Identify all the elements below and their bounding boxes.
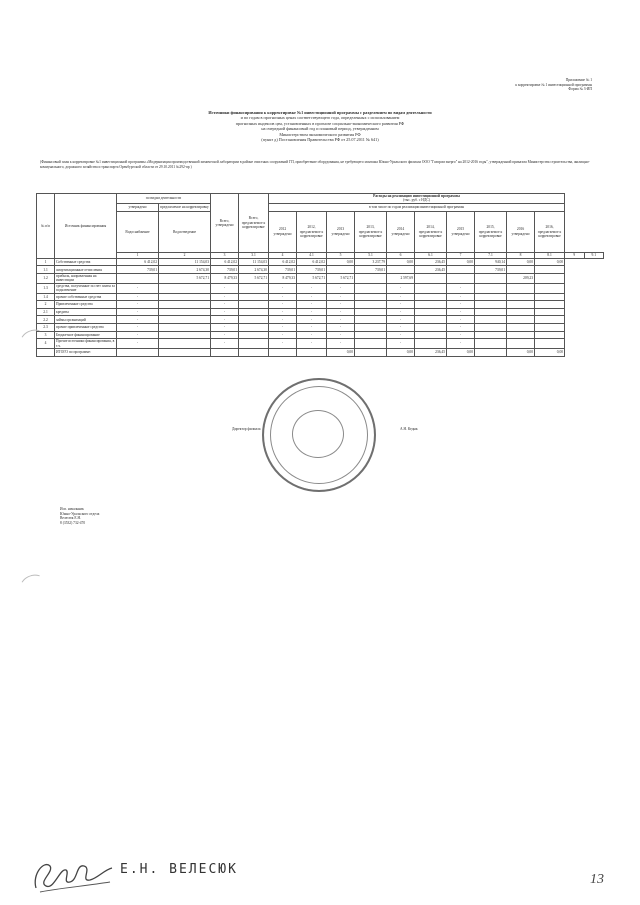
table-cell bbox=[117, 274, 159, 284]
table-cell bbox=[159, 339, 211, 349]
intro-paragraph: (Финансовый план к корректировке №1 инвестиционной программы «Модернизация производственной химической лаборатории в районе очистных сооружений ГП, приобретение оборудования, не требующего монтажа Южно-Уральского филиала ООО "Газпром энерго" на 2012-2016 годы", утвержденной приказом Министерства строительства, жилищно-коммунального, дорожного хозяйства и транспорта Оренбургской области от 29.10.2011 №292-пр ) bbox=[40, 160, 590, 169]
table-cell: - bbox=[117, 316, 159, 324]
table-cell: - bbox=[117, 283, 159, 293]
table-cell: - bbox=[387, 339, 415, 349]
row-number: 2.2 bbox=[37, 316, 55, 324]
financing-grid bbox=[36, 193, 604, 357]
table-row bbox=[37, 308, 604, 316]
table-cell bbox=[415, 283, 447, 293]
table-cell bbox=[475, 274, 507, 284]
table-cell bbox=[355, 349, 387, 357]
header-total-proposed: Всего, предлагаемое к корректировке bbox=[239, 194, 269, 253]
table-cell: 8 479,33 bbox=[211, 274, 239, 284]
header-total-approved: Всего, утверждено bbox=[211, 194, 239, 253]
column-number: 4 bbox=[269, 252, 297, 258]
table-cell: 0,00 bbox=[507, 349, 535, 357]
table-body bbox=[37, 258, 604, 356]
table-cell bbox=[159, 301, 211, 309]
table-cell: 739,01 bbox=[355, 266, 387, 274]
table-cell bbox=[297, 349, 327, 357]
row-number: 3 bbox=[37, 331, 55, 339]
column-number: 6.1 bbox=[415, 252, 447, 258]
table-cell bbox=[327, 266, 355, 274]
table-cell bbox=[159, 283, 211, 293]
table-cell: - bbox=[117, 308, 159, 316]
footer-signatory-name: Е.Н. ВЕЛЕСЮК bbox=[120, 862, 238, 877]
table-cell: 8 479,33 bbox=[269, 274, 297, 284]
table-cell: 0,00 bbox=[387, 258, 415, 266]
table-cell: - bbox=[447, 293, 475, 301]
table-cell: 11 154,03 bbox=[239, 258, 269, 266]
table-cell: 739,01 bbox=[475, 266, 507, 274]
row-number bbox=[37, 349, 55, 357]
table-cell bbox=[475, 324, 507, 332]
row-source-name: Прочие источники финансирования, в т.ч. bbox=[55, 339, 117, 349]
table-cell: - bbox=[327, 283, 355, 293]
row-number: 1.4 bbox=[37, 293, 55, 301]
table-cell bbox=[415, 316, 447, 324]
table-cell: 5 672,71 bbox=[239, 274, 269, 284]
table-cell bbox=[239, 301, 269, 309]
header-2016-approved: 2016 утверждено bbox=[507, 211, 535, 252]
table-cell: 236,45 bbox=[415, 349, 447, 357]
table-cell: 3 237,79 bbox=[355, 258, 387, 266]
table-cell bbox=[159, 331, 211, 339]
table-cell bbox=[159, 308, 211, 316]
table-cell: - bbox=[447, 324, 475, 332]
table-row bbox=[37, 293, 604, 301]
table-cell bbox=[507, 316, 535, 324]
header-years: в том числе по годам реализации инвестиционной программы bbox=[269, 203, 565, 211]
table-cell bbox=[535, 283, 565, 293]
table-cell: - bbox=[387, 293, 415, 301]
row-number: 4 bbox=[37, 339, 55, 349]
table-cell bbox=[355, 308, 387, 316]
table-cell bbox=[355, 283, 387, 293]
table-cell bbox=[475, 301, 507, 309]
header-2012-proposed: 2012, предлагаемое к корректировке bbox=[297, 211, 327, 252]
table-cell: - bbox=[447, 331, 475, 339]
table-cell: 0,00 bbox=[535, 258, 565, 266]
table-cell bbox=[475, 293, 507, 301]
table-cell bbox=[475, 316, 507, 324]
table-cell: - bbox=[269, 316, 297, 324]
executor-line-2: Южно-Уральского отдела bbox=[60, 511, 100, 516]
table-cell: - bbox=[297, 324, 327, 332]
table-cell bbox=[507, 266, 535, 274]
table-cell bbox=[415, 293, 447, 301]
table-cell: 0,00 bbox=[535, 349, 565, 357]
table-cell bbox=[415, 301, 447, 309]
title-line-1: Источники финансирования к корректировке №1 инвестиционной программы с разделением по видам деятельности bbox=[208, 110, 432, 115]
row-source-name: займы организаций bbox=[55, 316, 117, 324]
table-cell bbox=[415, 339, 447, 349]
table-cell: 0,00 bbox=[507, 258, 535, 266]
table-cell: 236,45 bbox=[415, 266, 447, 274]
table-cell bbox=[475, 331, 507, 339]
header-2014-proposed: 2014, предлагаемое к корректировке bbox=[415, 211, 447, 252]
column-number: 3.1 bbox=[239, 252, 269, 258]
table-cell bbox=[447, 274, 475, 284]
table-cell: - bbox=[327, 331, 355, 339]
row-number: 1.1 bbox=[37, 266, 55, 274]
table-cell bbox=[507, 293, 535, 301]
table-cell: - bbox=[297, 283, 327, 293]
table-cell: - bbox=[269, 308, 297, 316]
executor-line-1: Исп. начальник bbox=[60, 507, 84, 511]
table-cell bbox=[535, 308, 565, 316]
table-row bbox=[37, 301, 604, 309]
header-2016-proposed: 2016, предлагаемое к корректировке bbox=[535, 211, 565, 252]
table-cell: 0,00 bbox=[327, 349, 355, 357]
table-cell: - bbox=[297, 293, 327, 301]
table-cell: - bbox=[447, 308, 475, 316]
table-cell bbox=[355, 274, 387, 284]
table-cell: - bbox=[327, 324, 355, 332]
table-cell bbox=[239, 308, 269, 316]
column-number: 9 bbox=[565, 252, 584, 258]
form-number: Форма № 3-ИП bbox=[568, 87, 592, 92]
table-cell: - bbox=[297, 339, 327, 349]
table-cell: 5 672,71 bbox=[297, 274, 327, 284]
table-cell: 11 154,03 bbox=[159, 258, 211, 266]
table-cell: - bbox=[327, 316, 355, 324]
title-line-6: (пункт д) Постановления Правительства РФ от 25.07.2011 № 641) bbox=[261, 137, 379, 143]
row-number: 1.3 bbox=[37, 283, 55, 293]
table-cell: 0,00 bbox=[447, 258, 475, 266]
table-cell bbox=[535, 324, 565, 332]
row-source-name: прочие собственные средства bbox=[55, 293, 117, 301]
table-cell bbox=[535, 331, 565, 339]
table-cell: - bbox=[387, 316, 415, 324]
table-cell: 739,01 bbox=[117, 266, 159, 274]
table-cell: 5 672,71 bbox=[327, 274, 355, 284]
title-line-5: Министерством экономического развития РФ bbox=[279, 131, 361, 137]
column-number: 2 bbox=[159, 252, 211, 258]
table-cell bbox=[475, 308, 507, 316]
stamp-center bbox=[292, 410, 344, 458]
table-cell bbox=[535, 293, 565, 301]
table-cell bbox=[117, 349, 159, 357]
row-number: 2 bbox=[37, 301, 55, 309]
row-source-name: Собственные средства bbox=[55, 258, 117, 266]
table-row bbox=[37, 349, 604, 357]
table-cell: - bbox=[327, 293, 355, 301]
table-cell bbox=[239, 324, 269, 332]
header-water-supply: Водоснабжение bbox=[117, 211, 159, 252]
table-cell: - bbox=[117, 324, 159, 332]
row-number: 2.1 bbox=[37, 308, 55, 316]
table-cell bbox=[507, 339, 535, 349]
table-cell: - bbox=[211, 331, 239, 339]
appendix-number: Приложение № 1 bbox=[565, 78, 592, 82]
table-cell bbox=[535, 301, 565, 309]
header-2014-approved: 2014 утверждено bbox=[387, 211, 415, 252]
table-cell: - bbox=[211, 316, 239, 324]
table-cell bbox=[415, 274, 447, 284]
table-cell: - bbox=[269, 293, 297, 301]
table-cell bbox=[475, 339, 507, 349]
table-cell: 0,00 bbox=[387, 349, 415, 357]
row-source-name: ИТОГО по программе: bbox=[55, 349, 117, 357]
header-by-activity: по видам деятельности bbox=[117, 194, 211, 204]
table-cell: - bbox=[269, 301, 297, 309]
table-cell: 739,01 bbox=[297, 266, 327, 274]
table-cell: 2 674,30 bbox=[159, 266, 211, 274]
table-cell: - bbox=[117, 339, 159, 349]
table-cell bbox=[355, 293, 387, 301]
table-cell bbox=[355, 301, 387, 309]
handwritten-signature bbox=[30, 852, 116, 901]
table-cell bbox=[159, 316, 211, 324]
table-cell: - bbox=[447, 301, 475, 309]
header-2013-approved: 2013 утверждено bbox=[327, 211, 355, 252]
column-number: 1 bbox=[117, 252, 159, 258]
table-cell: 2 597,69 bbox=[387, 274, 415, 284]
table-cell: 6 412,02 bbox=[269, 258, 297, 266]
table-cell: 739,01 bbox=[269, 266, 297, 274]
table-cell: - bbox=[117, 293, 159, 301]
table-cell: - bbox=[387, 283, 415, 293]
page-number: 13 bbox=[590, 872, 604, 887]
header-2013-proposed: 2013, предлагаемое к корректировке bbox=[355, 211, 387, 252]
header-2015-approved: 2015 утверждено bbox=[447, 211, 475, 252]
row-source-name: Привлеченные средства bbox=[55, 301, 117, 309]
table-cell: 739,01 bbox=[211, 266, 239, 274]
table-cell: 5 672,71 bbox=[159, 274, 211, 284]
table-cell bbox=[159, 293, 211, 301]
table-row bbox=[37, 274, 604, 284]
header-expenses-title: Расходы на реализацию инвестиционной программы bbox=[373, 194, 460, 198]
table-cell: - bbox=[269, 283, 297, 293]
column-number: 6 bbox=[387, 252, 415, 258]
header-approved: утверждено bbox=[117, 203, 159, 211]
header-expenses bbox=[269, 194, 565, 204]
table-cell: - bbox=[211, 283, 239, 293]
table-cell bbox=[159, 324, 211, 332]
table-row bbox=[37, 339, 604, 349]
table-row bbox=[37, 266, 604, 274]
table-cell: - bbox=[447, 283, 475, 293]
table-row bbox=[37, 331, 604, 339]
table-cell bbox=[269, 349, 297, 357]
table-cell: - bbox=[327, 301, 355, 309]
table-cell bbox=[535, 339, 565, 349]
table-cell bbox=[447, 266, 475, 274]
table-cell bbox=[239, 283, 269, 293]
column-number: 5.1 bbox=[355, 252, 387, 258]
header-water-disposal: Водоотведение bbox=[159, 211, 211, 252]
table-cell: - bbox=[117, 331, 159, 339]
row-source-name: средства, полученные за счет платы за подключение bbox=[56, 283, 115, 293]
table-cell: - bbox=[327, 339, 355, 349]
table-cell: - bbox=[269, 324, 297, 332]
director-name: А.Н. Кедык bbox=[400, 427, 418, 431]
director-signature-line bbox=[232, 427, 452, 432]
table-cell: - bbox=[117, 301, 159, 309]
appendix-header bbox=[422, 78, 592, 92]
row-source-name: прибыль, направленная на инвестиции bbox=[55, 274, 117, 284]
table-cell bbox=[355, 324, 387, 332]
document-title bbox=[140, 110, 500, 142]
row-number: 1.2 bbox=[37, 274, 55, 284]
table-cell: - bbox=[211, 324, 239, 332]
table-cell: 940,14 bbox=[475, 258, 507, 266]
table-cell: - bbox=[327, 308, 355, 316]
table-cell: 2 674,30 bbox=[239, 266, 269, 274]
table-cell: - bbox=[387, 324, 415, 332]
table-cell: - bbox=[387, 331, 415, 339]
row-source-name: прочие привлеченные средства bbox=[55, 324, 117, 332]
table-cell bbox=[507, 324, 535, 332]
table-cell: - bbox=[211, 293, 239, 301]
table-cell: - bbox=[447, 339, 475, 349]
table-cell: - bbox=[297, 301, 327, 309]
table-cell bbox=[535, 274, 565, 284]
director-role: Директор филиала bbox=[232, 427, 261, 431]
table-cell bbox=[239, 349, 269, 357]
table-cell: - bbox=[211, 301, 239, 309]
table-cell: - bbox=[211, 339, 239, 349]
header-2015-proposed: 2015, предлагаемое к корректировке bbox=[475, 211, 507, 252]
table-cell bbox=[239, 316, 269, 324]
signature-scribble-icon bbox=[30, 852, 116, 896]
column-number: 7 bbox=[447, 252, 475, 258]
column-number: 8 bbox=[507, 252, 535, 258]
table-cell: - bbox=[387, 301, 415, 309]
column-number: 5 bbox=[327, 252, 355, 258]
table-row bbox=[37, 316, 604, 324]
table-row bbox=[37, 258, 604, 266]
appendix-reference: к корректировке № 1 инвестиционной программы bbox=[515, 82, 592, 87]
table-cell bbox=[355, 331, 387, 339]
table-cell: 6 412,02 bbox=[211, 258, 239, 266]
executor-block bbox=[60, 507, 99, 525]
table-cell bbox=[415, 324, 447, 332]
table-cell: 6 412,02 bbox=[117, 258, 159, 266]
table-cell bbox=[387, 266, 415, 274]
table-cell bbox=[415, 308, 447, 316]
table-cell: - bbox=[387, 308, 415, 316]
table-cell: 0,00 bbox=[327, 258, 355, 266]
table-cell bbox=[507, 283, 535, 293]
row-source-name: Бюджетное финансирование bbox=[55, 331, 117, 339]
title-line-2: и по годам в прогнозных ценах соответствующего года, определенных с использованием bbox=[240, 115, 400, 121]
table-cell bbox=[355, 339, 387, 349]
column-number: 4.1 bbox=[297, 252, 327, 258]
table-cell bbox=[507, 331, 535, 339]
table-cell: 0,00 bbox=[447, 349, 475, 357]
row-number: 1 bbox=[37, 258, 55, 266]
title-line-3: прогнозных индексов цен, установленных в прогнозе социально-экономического развития РФ bbox=[235, 120, 405, 126]
executor-line-3: Велесюк Е.Н. bbox=[60, 516, 81, 521]
table-cell: 236,45 bbox=[415, 258, 447, 266]
table-cell bbox=[355, 316, 387, 324]
table-cell: - bbox=[447, 316, 475, 324]
header-expenses-unit: (тыс. руб. с НДС) bbox=[403, 198, 430, 203]
row-number: 2.3 bbox=[37, 324, 55, 332]
table-cell: - bbox=[269, 331, 297, 339]
table-row bbox=[37, 283, 604, 293]
table-cell bbox=[507, 301, 535, 309]
financing-table bbox=[36, 193, 604, 357]
header-2012-approved: 2012 утверждено bbox=[269, 211, 297, 252]
table-cell bbox=[159, 349, 211, 357]
punch-mark-lower bbox=[17, 571, 48, 599]
table-cell bbox=[415, 331, 447, 339]
executor-line-4: 8 (3532) 732-470 bbox=[60, 520, 86, 525]
table-cell bbox=[535, 266, 565, 274]
table-row bbox=[37, 324, 604, 332]
table-cell: 209,23 bbox=[507, 274, 535, 284]
header-num: № п/п bbox=[37, 194, 55, 259]
column-number: 7.1 bbox=[475, 252, 507, 258]
table-cell: - bbox=[211, 308, 239, 316]
table-cell bbox=[535, 316, 565, 324]
table-cell bbox=[211, 349, 239, 357]
table-cell: - bbox=[297, 316, 327, 324]
table-cell: - bbox=[269, 339, 297, 349]
table-cell: - bbox=[297, 308, 327, 316]
table-cell bbox=[239, 339, 269, 349]
table-cell bbox=[475, 349, 507, 357]
column-number: 3 bbox=[211, 252, 239, 258]
table-cell bbox=[507, 308, 535, 316]
row-source-name: кредиты bbox=[55, 308, 117, 316]
column-number: 8.1 bbox=[535, 252, 565, 258]
table-cell bbox=[239, 331, 269, 339]
title-line-4: на очередной финансовый год и плановый период, утвержденном bbox=[261, 126, 379, 132]
header-source: Источник финансирования bbox=[55, 194, 117, 259]
table-cell bbox=[475, 283, 507, 293]
table-cell bbox=[239, 293, 269, 301]
header-proposed: предлагаемое на корректировку bbox=[159, 203, 211, 211]
column-number: 9.1 bbox=[584, 252, 603, 258]
table-cell: - bbox=[297, 331, 327, 339]
row-source-name: амортизационные отчисления bbox=[55, 266, 117, 274]
table-cell: 6 412,02 bbox=[297, 258, 327, 266]
